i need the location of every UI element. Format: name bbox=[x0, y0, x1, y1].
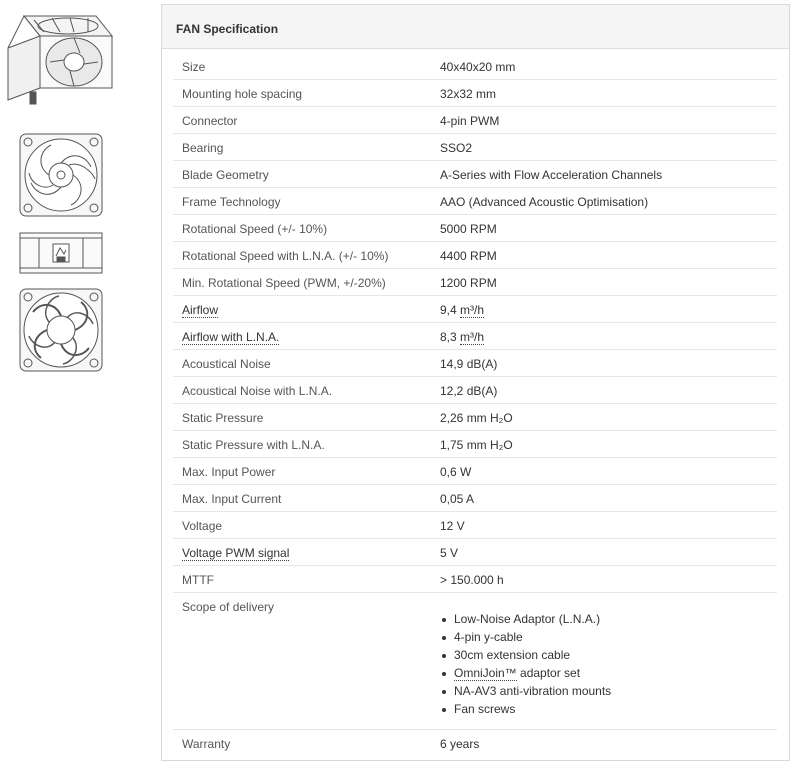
spec-row-static-pressure bbox=[173, 404, 777, 431]
unit-tooltip-link[interactable]: m³/h bbox=[460, 303, 485, 317]
airflow-lna-tooltip-link[interactable]: Airflow with L.N.A. bbox=[182, 330, 280, 344]
spec-value: SSO2 bbox=[440, 141, 473, 155]
spec-value bbox=[440, 330, 484, 344]
panel-header bbox=[162, 5, 789, 49]
spec-row-voltage bbox=[173, 512, 777, 539]
spec-row-rotational-speed-lna bbox=[173, 242, 777, 269]
spec-row-connector bbox=[173, 107, 777, 134]
spec-value-number: 8,3 bbox=[440, 330, 457, 344]
spec-value: A-Series with Flow Acceleration Channels bbox=[440, 168, 663, 182]
list-item: Fan screws bbox=[440, 702, 611, 720]
spec-row-mounting-hole-spacing bbox=[173, 80, 777, 107]
spec-label: Rotational Speed with L.N.A. (+/- 10%) bbox=[182, 249, 389, 263]
spec-value: 1200 RPM bbox=[440, 276, 497, 290]
spec-value: 5000 RPM bbox=[440, 222, 497, 236]
spec-label: Max. Input Current bbox=[182, 492, 282, 506]
spec-value: 32x32 mm bbox=[440, 87, 497, 101]
fan-front-icon bbox=[19, 133, 103, 217]
spec-label: Frame Technology bbox=[182, 195, 281, 209]
list-item bbox=[440, 666, 611, 684]
spec-label: Acoustical Noise with L.N.A. bbox=[182, 384, 333, 398]
fan-side-icon bbox=[19, 230, 103, 276]
omnijoin-tooltip-link[interactable]: OmniJoin™ bbox=[454, 666, 517, 680]
spec-label: Max. Input Power bbox=[182, 465, 276, 479]
spec-row-size bbox=[173, 53, 777, 80]
list-item: Low-Noise Adaptor (L.N.A.) bbox=[440, 612, 611, 630]
spec-label: Voltage bbox=[182, 519, 223, 533]
unit-tooltip-link[interactable]: m³/h bbox=[460, 330, 485, 344]
spec-label: Blade Geometry bbox=[182, 168, 269, 182]
spec-row-min-rotational-speed bbox=[173, 269, 777, 296]
spec-row-max-input-power bbox=[173, 458, 777, 485]
spec-row-warranty bbox=[173, 730, 777, 757]
spec-label: Rotational Speed (+/- 10%) bbox=[182, 222, 328, 236]
spec-label: Scope of delivery bbox=[182, 600, 275, 614]
spec-value bbox=[440, 303, 484, 317]
spec-label: Bearing bbox=[182, 141, 224, 155]
scope-list bbox=[440, 612, 611, 720]
spec-row-frame-technology bbox=[173, 188, 777, 215]
spec-label: Connector bbox=[182, 114, 238, 128]
spec-row-acoustical-noise-lna bbox=[173, 377, 777, 404]
spec-value: 14,9 dB(A) bbox=[440, 357, 498, 371]
spec-row-rotational-speed bbox=[173, 215, 777, 242]
spec-value: 40x40x20 mm bbox=[440, 60, 516, 74]
fan-perspective-icon bbox=[4, 8, 116, 108]
spec-label: Static Pressure bbox=[182, 411, 264, 425]
spec-label: MTTF bbox=[182, 573, 214, 587]
spec-value: 2,26 mm H₂O bbox=[440, 411, 513, 425]
spec-row-bearing bbox=[173, 134, 777, 161]
spec-table bbox=[173, 53, 777, 757]
spec-value: 4-pin PWM bbox=[440, 114, 500, 128]
fan-front-thumbnail[interactable] bbox=[19, 133, 103, 217]
list-item: 30cm extension cable bbox=[440, 648, 611, 666]
fan-rear-icon bbox=[19, 288, 103, 372]
spec-label: Warranty bbox=[182, 737, 231, 751]
spec-value: AAO (Advanced Acoustic Optimisation) bbox=[440, 195, 649, 209]
fan-rear-thumbnail[interactable] bbox=[19, 288, 103, 372]
spec-label: Static Pressure with L.N.A. bbox=[182, 438, 325, 452]
fan-perspective-thumbnail[interactable] bbox=[4, 8, 116, 108]
spec-label: Size bbox=[182, 60, 206, 74]
spec-value: 1,75 mm H₂O bbox=[440, 438, 513, 452]
spec-row-max-input-current bbox=[173, 485, 777, 512]
fan-side-thumbnail[interactable] bbox=[19, 230, 103, 276]
spec-row-airflow-lna bbox=[173, 323, 777, 350]
list-item-suffix: adaptor set bbox=[516, 666, 581, 680]
spec-label: Mounting hole spacing bbox=[182, 87, 303, 101]
spec-value: 5 V bbox=[440, 546, 459, 560]
airflow-tooltip-link[interactable]: Airflow bbox=[182, 303, 219, 317]
fan-specification-panel bbox=[161, 4, 790, 761]
spec-row-airflow bbox=[173, 296, 777, 323]
spec-value: 12,2 dB(A) bbox=[440, 384, 498, 398]
spec-row-voltage-pwm-signal bbox=[173, 539, 777, 566]
spec-row-acoustical-noise bbox=[173, 350, 777, 377]
spec-row-static-pressure-lna bbox=[173, 431, 777, 458]
spec-row-blade-geometry bbox=[173, 161, 777, 188]
voltage-pwm-tooltip-link[interactable]: Voltage PWM signal bbox=[182, 546, 290, 560]
panel-title: FAN Specification bbox=[176, 22, 279, 36]
spec-label: Acoustical Noise bbox=[182, 357, 271, 371]
spec-label: Min. Rotational Speed (PWM, +/-20%) bbox=[182, 276, 386, 290]
spec-row-mttf bbox=[173, 566, 777, 593]
list-item: NA-AV3 anti-vibration mounts bbox=[440, 684, 611, 702]
spec-value-number: 9,4 bbox=[440, 303, 457, 317]
spec-value: 6 years bbox=[440, 737, 480, 751]
spec-row-scope-of-delivery bbox=[173, 593, 777, 730]
spec-value: > 150.000 h bbox=[440, 573, 504, 587]
spec-value: 4400 RPM bbox=[440, 249, 497, 263]
list-item: 4-pin y-cable bbox=[440, 630, 611, 648]
spec-value: 12 V bbox=[440, 519, 465, 533]
spec-value: 0,6 W bbox=[440, 465, 472, 479]
spec-value: 0,05 A bbox=[440, 492, 475, 506]
